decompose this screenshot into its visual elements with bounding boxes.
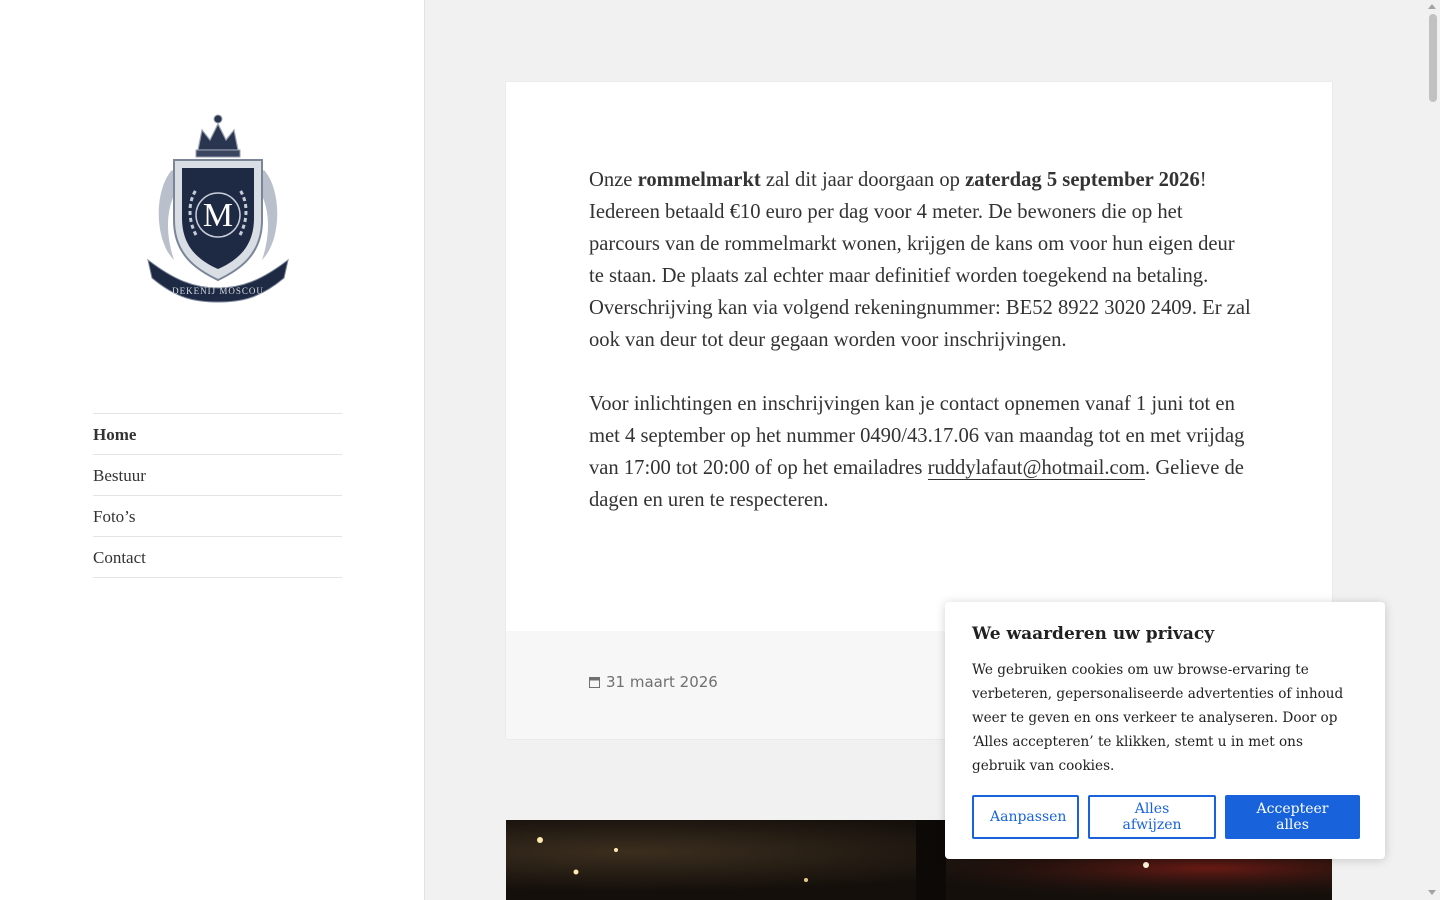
page-scrollbar[interactable]	[1425, 0, 1440, 900]
calendar-icon	[589, 676, 600, 688]
nav-link-contact[interactable]: Contact	[93, 548, 146, 567]
scroll-down-arrow-icon[interactable]	[1428, 890, 1436, 895]
text: zal dit jaar doorgaan op	[760, 169, 966, 191]
posted-on	[589, 673, 718, 691]
reject-all-button[interactable]: Alles afwijzen	[1088, 795, 1216, 839]
site-logo[interactable]	[144, 110, 292, 305]
sidebar	[0, 0, 425, 900]
nav-item-contact	[93, 537, 342, 578]
nav-link-bestuur[interactable]: Bestuur	[93, 466, 146, 485]
logo-banner-text: DEKENIJ MOSCOU	[172, 286, 264, 296]
main-navigation	[93, 413, 342, 578]
scroll-thumb[interactable]	[1429, 14, 1437, 102]
text: Voor inlichtingen en inschrijvingen kan je contact opnemen vanaf 1 juni tot en met 4 september op het nummer 0490/43.17.06 van maandag tot en met vrijdag van 17:00 tot 20:00 of op het emailadres	[589, 393, 1245, 479]
nav-link-fotos[interactable]: Foto’s	[93, 507, 136, 526]
text: ! Iedereen betaald €10 euro per dag voor 4 meter. De bewoners die op het parcours van de rommelmarkt wonen, krijgen de kans om voor hun eigen deur te staan. De plaats zal echter maar definitief worden toegekend na betaling. Overschrijving kan via volgend rekeningnummer: BE52 8922 3020 2409. Er zal ook van deur tot deur gegaan worden voor inschrijvingen.	[589, 169, 1251, 351]
logo-monogram: M	[202, 197, 234, 234]
cookie-consent-banner	[945, 602, 1385, 859]
cookie-title: We waarderen uw privacy	[972, 624, 1215, 644]
post-content	[589, 164, 1254, 548]
cookie-text: We gebruiken cookies om uw browse-ervaring te verbeteren, gepersonaliseerde advertenties of inhoud weer te geven en ons verkeer te analyseren. Door op ‘Alles accepteren’ te klikken, stemt u in met ons gebruik van cookies.	[972, 662, 1344, 774]
text: . Gelieve de dagen en uren te respecteren.	[589, 457, 1244, 511]
nav-item-home	[93, 414, 342, 455]
cookie-buttons	[972, 795, 1360, 839]
scroll-up-arrow-icon[interactable]	[1428, 4, 1436, 9]
bold-text: rommelmarkt	[637, 169, 761, 191]
nav-link-home[interactable]: Home	[93, 425, 137, 444]
text: Onze	[589, 169, 638, 191]
post-paragraph-1	[589, 164, 1254, 356]
accept-all-button[interactable]: Accepteer alles	[1225, 795, 1360, 839]
customize-button[interactable]: Aanpassen	[972, 795, 1079, 839]
bold-text: zaterdag 5 september 2026	[965, 169, 1200, 191]
crown-icon	[196, 115, 240, 157]
post-paragraph-2	[589, 388, 1254, 516]
nav-item-bestuur	[93, 455, 342, 496]
email-link[interactable]: ruddylafaut@hotmail.com	[927, 457, 1146, 479]
nav-item-fotos	[93, 496, 342, 537]
post-date-link[interactable]: 31 maart 2026	[606, 673, 718, 691]
